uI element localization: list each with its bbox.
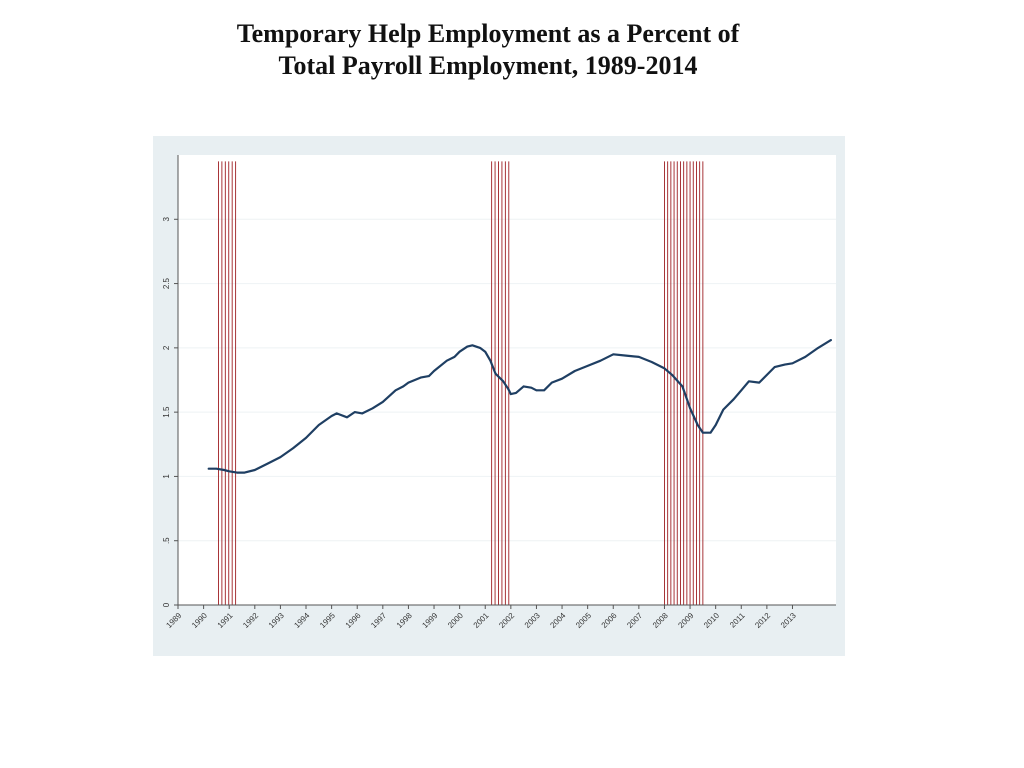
data-point <box>267 463 269 465</box>
x-tick-label: 1990 <box>190 611 209 630</box>
x-tick-label: 2001 <box>471 611 491 630</box>
data-point <box>671 374 673 376</box>
y-tick-label: .5 <box>162 537 171 545</box>
data-point <box>758 382 760 384</box>
data-point <box>574 370 576 372</box>
y-tick-label: 1 <box>162 474 171 479</box>
data-point <box>472 345 474 347</box>
data-point <box>354 411 356 413</box>
slide-title-line-1: Temporary Help Employment as a Percent of <box>236 19 740 48</box>
data-point <box>625 355 627 357</box>
data-point <box>292 447 294 449</box>
data-point <box>561 378 563 380</box>
x-tick-label: 2010 <box>702 611 722 630</box>
data-point <box>741 390 743 392</box>
data-point <box>490 360 492 362</box>
data-point <box>280 456 282 458</box>
x-tick-label: 2008 <box>650 611 670 630</box>
data-point <box>454 356 456 358</box>
data-point <box>228 471 230 473</box>
data-point <box>805 356 807 358</box>
y-tick-label: 2 <box>162 345 171 351</box>
data-point <box>792 363 794 365</box>
x-tick-label: 2006 <box>599 611 619 630</box>
data-point <box>420 377 422 379</box>
data-point <box>236 472 238 474</box>
data-point <box>408 382 410 384</box>
data-point <box>362 413 364 415</box>
data-point <box>710 432 712 434</box>
data-point <box>346 417 348 419</box>
data-point <box>495 373 497 375</box>
data-point <box>395 390 397 392</box>
x-tick-label: 2000 <box>446 611 466 630</box>
data-point <box>467 346 469 348</box>
data-point <box>523 386 525 388</box>
data-point <box>403 386 405 388</box>
data-point <box>515 392 517 394</box>
x-tick-label: 1995 <box>318 611 337 630</box>
data-point <box>733 399 735 401</box>
y-tick-label: 0 <box>162 602 171 608</box>
x-tick-label: 1996 <box>343 611 363 630</box>
data-point <box>543 390 545 392</box>
data-point <box>682 386 684 388</box>
chart-frame <box>153 136 845 656</box>
data-point <box>817 347 819 349</box>
data-point <box>428 375 430 377</box>
data-point <box>748 381 750 383</box>
y-tick-label: 2.5 <box>162 278 171 290</box>
data-point <box>459 351 461 353</box>
x-tick-label: 2009 <box>676 611 696 630</box>
x-tick-label: 2005 <box>574 611 594 630</box>
data-point <box>502 381 504 383</box>
x-tick-label: 1999 <box>420 611 440 630</box>
data-point <box>433 370 435 372</box>
x-tick-label: 2011 <box>728 611 747 630</box>
data-point <box>244 472 246 474</box>
data-point <box>479 347 481 349</box>
data-point <box>702 432 704 434</box>
plot-area <box>178 155 836 605</box>
x-tick-label: 1989 <box>164 611 184 630</box>
x-tick-label: 1992 <box>241 611 261 630</box>
x-tick-label: 1993 <box>266 611 286 630</box>
slide-title <box>0 18 976 82</box>
y-tick-label: 3 <box>162 217 171 222</box>
data-point <box>551 382 553 384</box>
data-point <box>254 469 256 471</box>
data-point <box>613 354 615 356</box>
data-point <box>600 360 602 362</box>
data-point <box>830 339 832 341</box>
data-point <box>208 468 210 470</box>
data-point <box>723 409 725 411</box>
data-point <box>510 393 512 395</box>
data-point <box>664 368 666 370</box>
data-point <box>638 356 640 358</box>
x-tick-label: 2002 <box>497 611 517 630</box>
x-tick-label: 1994 <box>292 611 312 630</box>
x-tick-label: 2004 <box>548 611 568 630</box>
data-point <box>382 401 384 403</box>
x-tick-label: 1991 <box>215 611 235 630</box>
data-point <box>689 408 691 410</box>
data-point <box>305 437 307 439</box>
data-point <box>318 424 320 426</box>
x-tick-label: 2003 <box>522 611 542 630</box>
data-point <box>587 365 589 367</box>
data-point <box>531 387 533 389</box>
y-tick-label: 1.5 <box>162 406 171 418</box>
slide-title-line-2: Total Payroll Employment, 1989-2014 <box>278 51 698 80</box>
data-point <box>766 374 768 376</box>
data-point <box>446 360 448 362</box>
x-tick-label: 2012 <box>753 611 773 630</box>
x-tick-label: 2013 <box>778 611 798 630</box>
data-point <box>484 351 486 353</box>
data-point <box>508 388 510 390</box>
data-point <box>336 413 338 415</box>
data-point <box>372 408 374 410</box>
data-point <box>331 415 333 417</box>
data-point <box>774 366 776 368</box>
x-tick-label: 1997 <box>369 611 389 630</box>
x-tick-label: 2007 <box>625 611 645 630</box>
data-point <box>536 390 538 392</box>
data-point <box>223 469 225 471</box>
data-point <box>784 364 786 366</box>
data-point <box>697 424 699 426</box>
data-point <box>715 424 717 426</box>
data-point <box>651 361 653 363</box>
data-point <box>216 468 218 470</box>
line-chart <box>153 136 845 656</box>
x-tick-label: 1998 <box>394 611 414 630</box>
